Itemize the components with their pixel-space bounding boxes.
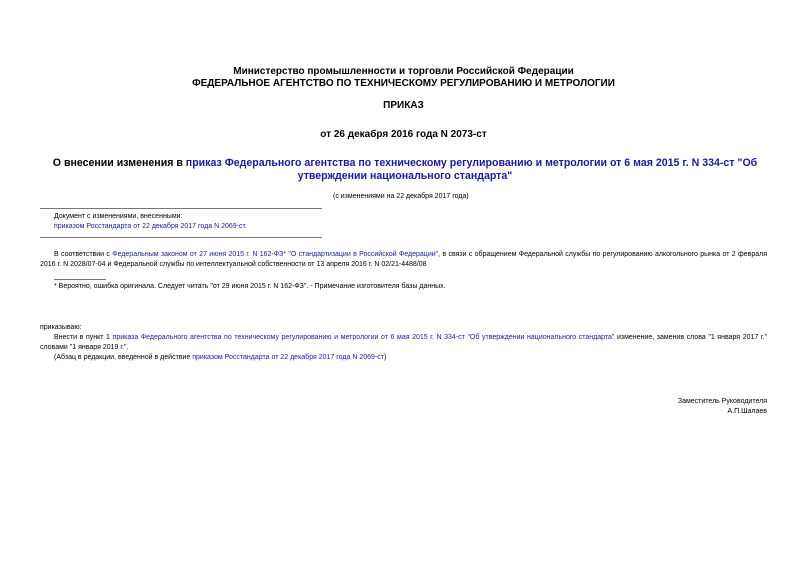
preamble-part1: В соответствии с: [54, 251, 113, 258]
preamble-paragraph: [40, 250, 767, 270]
footnote-divider: [54, 279, 106, 280]
order-word: приказываю:: [40, 324, 82, 331]
edition-note-suffix: ): [383, 354, 387, 361]
document-type: ПРИКАЗ: [383, 100, 424, 111]
edition-note-link[interactable]: приказом Росстандарта от 22 декабря 2017 года N 2069-ст: [192, 354, 384, 361]
item-1-order-link[interactable]: приказа Федерального агентства по техническому регулированию и метрологии от 6 мая 2015 г. N 334-ст "Об утверждении национального стандарта": [112, 334, 615, 341]
footnote: * Вероятно, ошибка оригинала. Следует читать "от 29 июня 2015 г. N 162-ФЗ". - Примечание изготовителя базы данных.: [54, 283, 446, 290]
document-date-number: от 26 декабря 2016 года N 2073-ст: [320, 129, 487, 140]
document-subject: [30, 157, 780, 183]
changes-link[interactable]: приказом Росстандарта от 22 декабря 2017 года N 2069-ст.: [54, 223, 247, 230]
item-1-part1: Внести в пункт 1: [54, 334, 113, 341]
subject-prefix: О внесении изменения в: [52, 157, 186, 169]
revision-note: (с изменениями на 22 декабря 2017 года): [333, 193, 469, 200]
item-1-paragraph: [40, 333, 767, 353]
changes-label: Документ с изменениями, внесенными:: [54, 213, 183, 220]
divider-top: [40, 208, 322, 209]
signatory-position: Заместитель Руководителя: [677, 398, 767, 405]
subject-link[interactable]: приказ Федерального агентства по техническому регулированию и метрологии от 6 мая 2015 г. N 334-ст "Об утверждении национального стандарта": [185, 157, 758, 182]
preamble-part2: , в связи с обращением Федеральной службы по регулированию алкогольного рынка от 2 февраля 2016 г. N 2028/07-04 и Федеральной службы по интеллектуальной собственности от 13 апреля 2016 г. N 02/21-4488/08: [40, 251, 768, 268]
item-1-part2: изменение, заменив слова "1 января 2017 г." словами "1 января 2019 г.".: [40, 334, 767, 351]
signatory-name: А.П.Шалаев: [727, 408, 767, 415]
divider-bottom: [40, 237, 322, 238]
edition-note-prefix: (Абзац в редакции, введенной в действие: [54, 354, 193, 361]
agency-title: ФЕДЕРАЛЬНОЕ АГЕНТСТВО ПО ТЕХНИЧЕСКОМУ РЕГУЛИРОВАНИЮ И МЕТРОЛОГИИ: [192, 78, 615, 89]
federal-law-link[interactable]: Федеральным законом от 27 июня 2015 г. N 162-ФЗ* "О стандартизации в Российской Федерации": [112, 251, 439, 258]
ministry-title: Министерство промышленности и торговли Российской Федерации: [233, 66, 574, 77]
edition-note: [54, 353, 386, 363]
